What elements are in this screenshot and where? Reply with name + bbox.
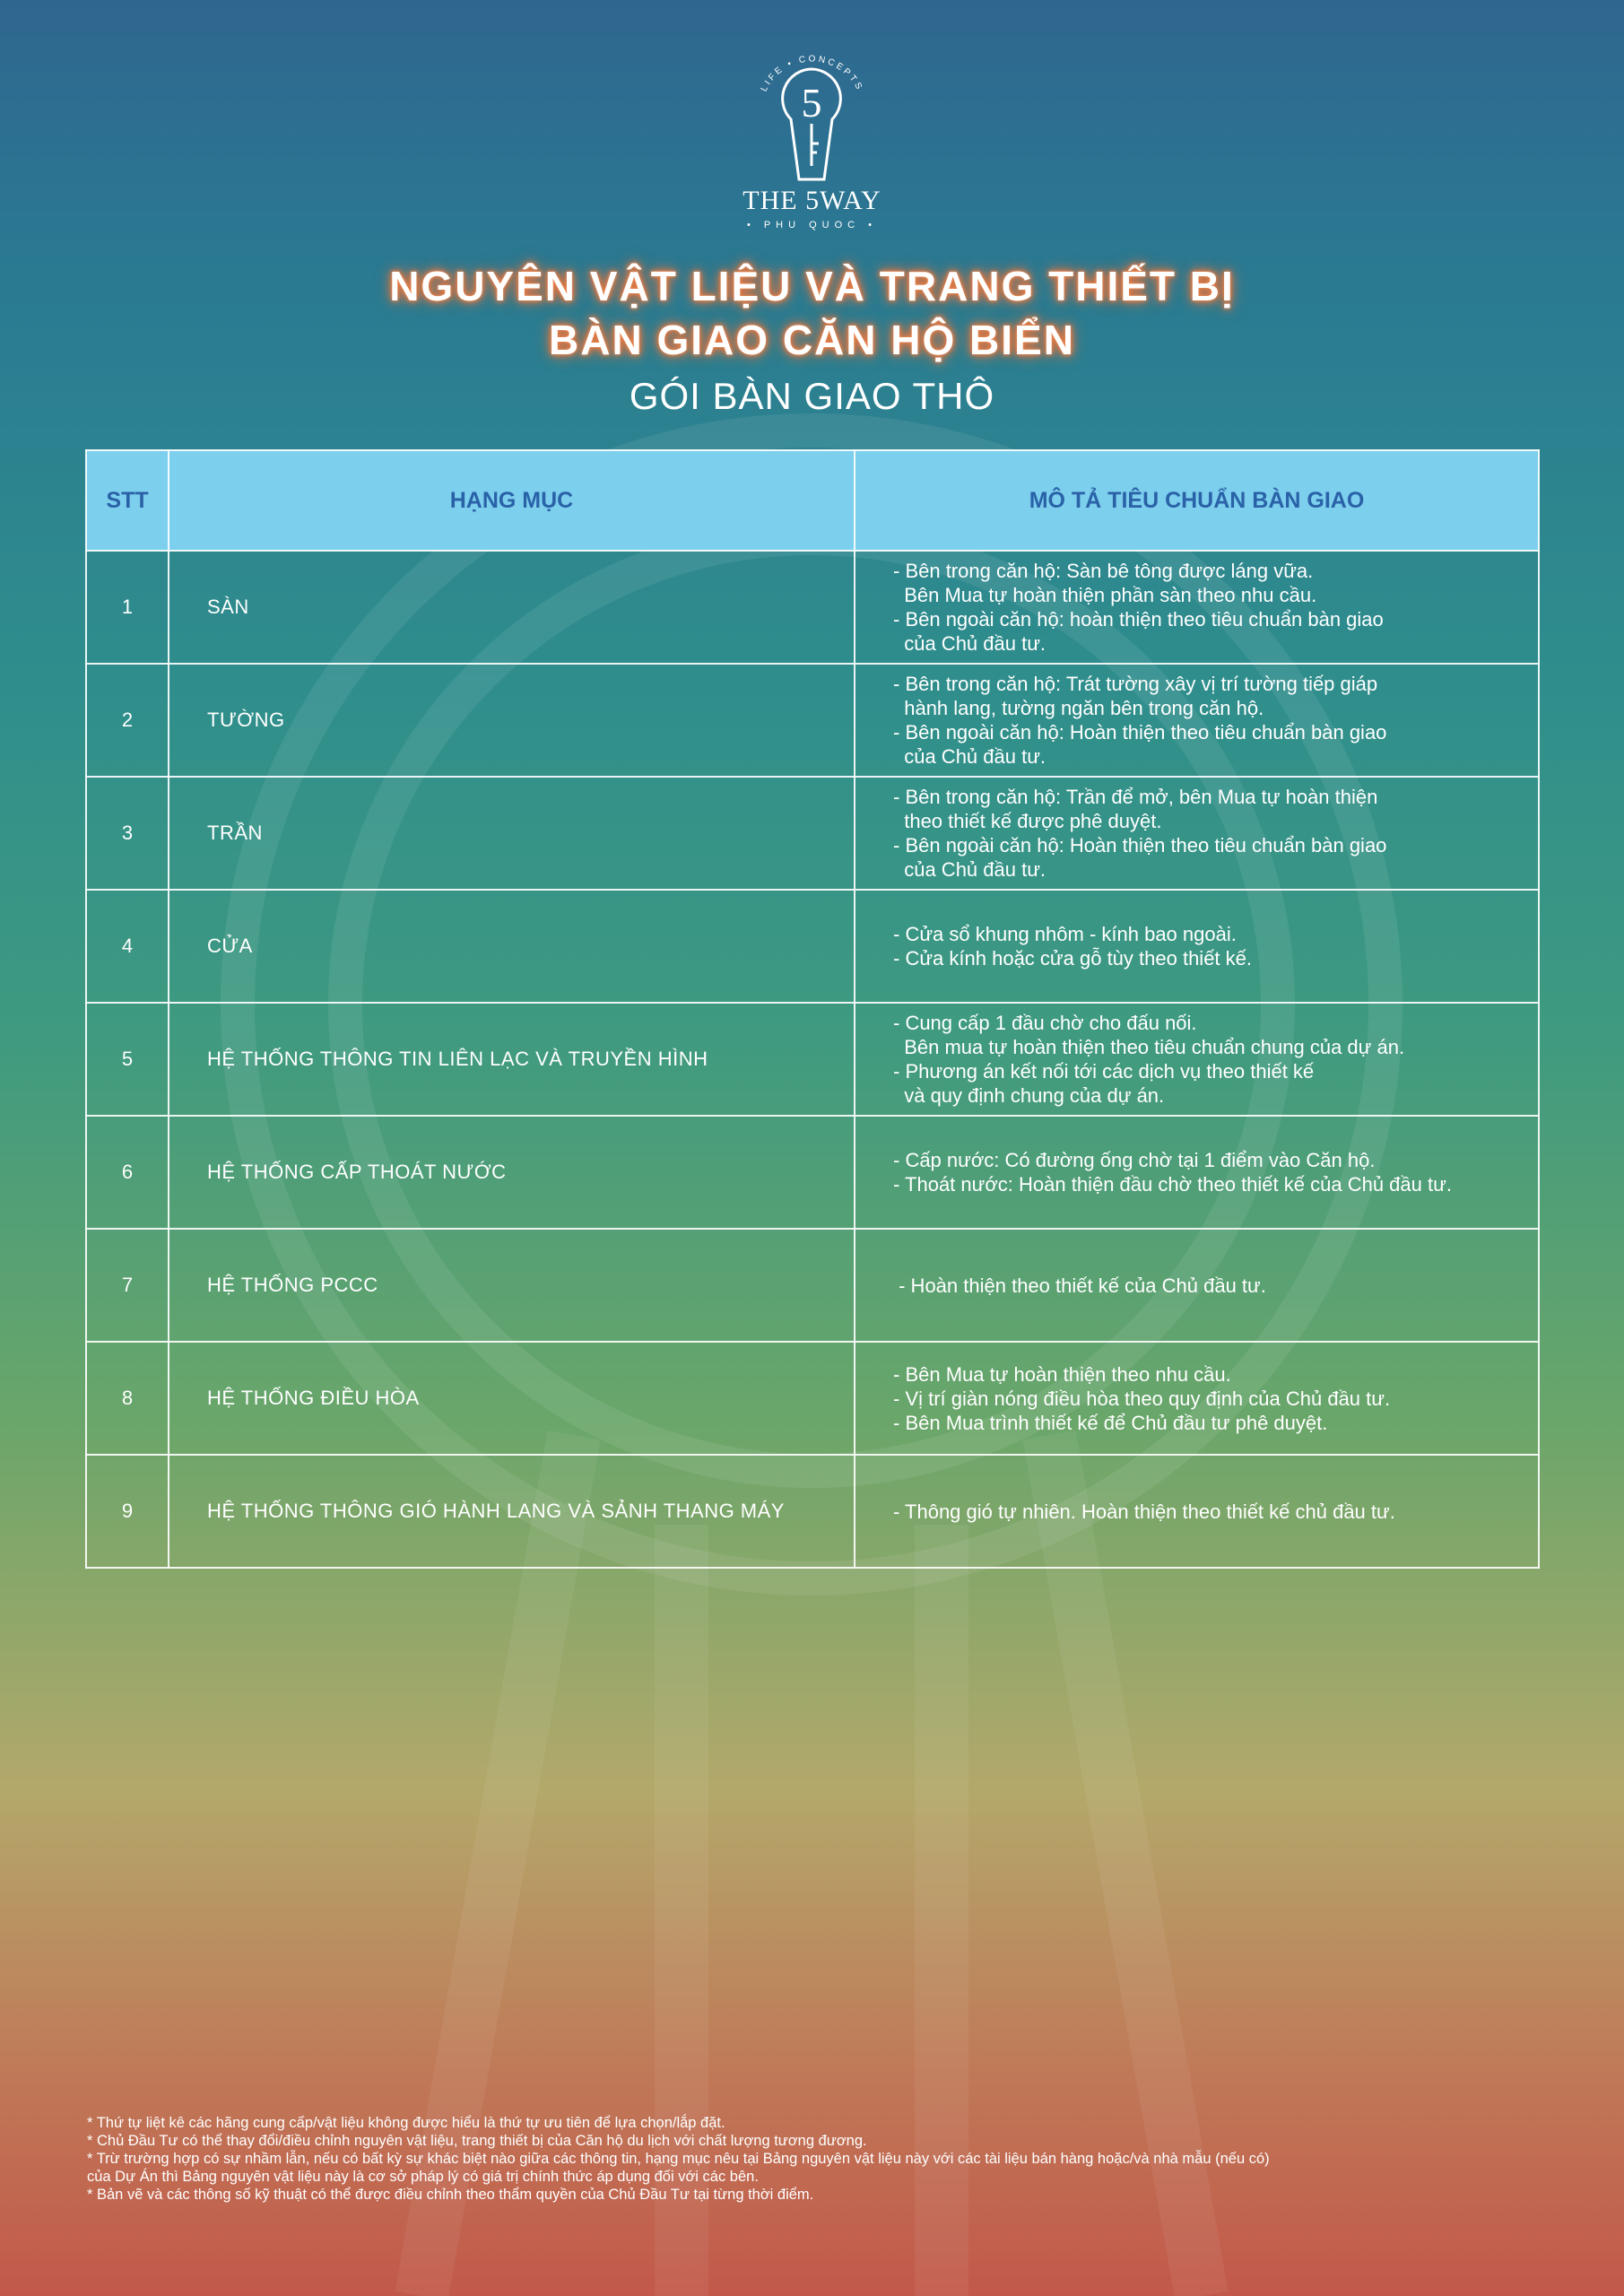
row-description [855, 1455, 1539, 1568]
row-item: SÀN [169, 551, 855, 664]
footnote: * Trừ trường hợp có sự nhầm lẫn, nếu có bất kỳ sự khác biệt nào giữa các thông tin, hạng mục nêu tại Bảng nguyên vật liệu này với các tài liệu bán hàng hoặc/và nhà mẫu (nếu có) [87, 2151, 1270, 2167]
table-row [86, 890, 1539, 1003]
brand-arc-text: LIFE • CONCEPTS [759, 54, 865, 94]
table-row [86, 664, 1539, 777]
description-line: - Bên Mua trình thiết kế để Chủ đầu tư phê duyệt. [893, 1411, 1328, 1434]
description-line: - Cung cấp 1 đầu chờ cho đấu nối. [893, 1012, 1197, 1034]
row-item: HỆ THỐNG ĐIỀU HÒA [169, 1342, 855, 1455]
row-item: HỆ THỐNG THÔNG GIÓ HÀNH LANG VÀ SẢNH THANG MÁY [169, 1455, 855, 1568]
row-description [855, 777, 1539, 890]
description-line: của Chủ đầu tư. [893, 632, 1046, 655]
table-header-row [86, 450, 1539, 551]
description-line: - Cửa kính hoặc cửa gỗ tùy theo thiết kế. [893, 947, 1253, 970]
description-line: - Vị trí giàn nóng điều hòa theo quy định của Chủ đầu tư. [893, 1387, 1391, 1410]
description-line: theo thiết kế được phê duyệt. [893, 810, 1162, 832]
table-row [86, 1455, 1539, 1568]
description-line: - Thoát nước: Hoàn thiện đầu chờ theo thiết kế của Chủ đầu tư. [893, 1173, 1452, 1196]
row-item: HỆ THỐNG THÔNG TIN LIÊN LẠC VÀ TRUYỀN HÌNH [169, 1003, 855, 1116]
table-row [86, 1003, 1539, 1116]
footnote: * Chủ Đầu Tư có thể thay đổi/điều chỉnh nguyên vật liệu, trang thiết bị của Căn hộ du lịch với chất lượng tương đương. [87, 2133, 867, 2149]
description-line: Bên Mua tự hoàn thiện phần sàn theo nhu cầu. [893, 584, 1317, 606]
column-header-description: MÔ TẢ TIÊU CHUẨN BÀN GIAO [855, 450, 1539, 551]
description-line: của Chủ đầu tư. [893, 745, 1046, 768]
description-line: - Bên trong căn hộ: Trần để mở, bên Mua tự hoàn thiện [893, 786, 1378, 808]
row-number: 7 [86, 1229, 169, 1342]
description-line: hành lang, tường ngăn bên trong căn hộ. [893, 697, 1264, 719]
row-number: 1 [86, 551, 169, 664]
description-line: - Bên ngoài căn hộ: hoàn thiện theo tiêu chuẩn bàn giao [893, 608, 1384, 631]
footnote: của Dự Án thì Bảng nguyên vật liệu này là cơ sở pháp lý có giá trị chính thức áp dụng đối với các bên. [87, 2169, 759, 2185]
row-item: HỆ THỐNG CẤP THOÁT NƯỚC [169, 1116, 855, 1229]
footnote: * Bản vẽ và các thông số kỹ thuật có thể được điều chỉnh theo thẩm quyền của Chủ Đầu Tư tại từng thời điểm. [87, 2187, 814, 2203]
brand-logo [735, 36, 889, 242]
table-row [86, 551, 1539, 664]
row-number: 2 [86, 664, 169, 777]
description-line: - Bên trong căn hộ: Sàn bê tông được láng vữa. [893, 560, 1314, 582]
description-line: Bên mua tự hoàn thiện theo tiêu chuẩn chung của dự án. [893, 1036, 1405, 1058]
row-item: CỬA [169, 890, 855, 1003]
brand-location: • PHU QUOC • [746, 220, 878, 230]
table-row [86, 1229, 1539, 1342]
row-item: HỆ THỐNG PCCC [169, 1229, 855, 1342]
description-line: - Bên ngoài căn hộ: Hoàn thiện theo tiêu chuẩn bàn giao [893, 721, 1387, 744]
row-description [855, 1229, 1539, 1342]
description-line: - Phương án kết nối tới các dịch vụ theo thiết kế [893, 1060, 1315, 1083]
brand-numeral: 5 [801, 80, 822, 126]
description-line: - Bên trong căn hộ: Trát tường xây vị trí tường tiếp giáp [893, 673, 1378, 695]
table-row [86, 777, 1539, 890]
column-header-stt: STT [86, 450, 169, 551]
row-number: 3 [86, 777, 169, 890]
description-line: và quy định chung của dự án. [893, 1084, 1165, 1107]
keyhole-logo-icon [735, 36, 889, 206]
description-line: của Chủ đầu tư. [893, 858, 1046, 881]
row-description [855, 664, 1539, 777]
row-number: 9 [86, 1455, 169, 1568]
description-line: - Thông gió tự nhiên. Hoàn thiện theo thiết kế chủ đầu tư. [893, 1500, 1395, 1523]
footnotes [87, 2114, 1558, 2204]
brand-name: THE 5WAY [743, 186, 881, 215]
description-line: - Bên ngoài căn hộ: Hoàn thiện theo tiêu chuẩn bàn giao [893, 834, 1387, 857]
row-description [855, 551, 1539, 664]
row-description [855, 1116, 1539, 1229]
row-number: 5 [86, 1003, 169, 1116]
table-row [86, 1116, 1539, 1229]
row-item: TƯỜNG [169, 664, 855, 777]
description-line: - Bên Mua tự hoàn thiện theo nhu cầu. [893, 1362, 1231, 1386]
row-description [855, 1342, 1539, 1455]
description-line: - Hoàn thiện theo thiết kế của Chủ đầu tư. [893, 1274, 1266, 1297]
table-row [86, 1342, 1539, 1455]
page-title-line1: NGUYÊN VẬT LIỆU VÀ TRANG THIẾT BỊ [389, 263, 1235, 309]
row-description [855, 890, 1539, 1003]
row-number: 6 [86, 1116, 169, 1229]
description-line: - Cửa sổ khung nhôm - kính bao ngoài. [893, 923, 1237, 945]
description-line: - Cấp nước: Có đường ống chờ tại 1 điểm vào Căn hộ. [893, 1149, 1376, 1171]
row-item: TRẦN [169, 777, 855, 890]
page-subtitle: GÓI BÀN GIAO THÔ [629, 375, 995, 417]
row-number: 8 [86, 1342, 169, 1455]
key-icon [812, 124, 819, 166]
row-description [855, 1003, 1539, 1116]
column-header-item: HẠNG MỤC [169, 450, 855, 551]
handover-spec-table [85, 449, 1540, 1569]
page-title-line2: BÀN GIAO CĂN HỘ BIỂN [549, 317, 1075, 363]
row-number: 4 [86, 890, 169, 1003]
footnote: * Thứ tự liệt kê các hãng cung cấp/vật liệu không được hiểu là thứ tự ưu tiên để lựa chọn/lắp đặt. [87, 2115, 725, 2131]
